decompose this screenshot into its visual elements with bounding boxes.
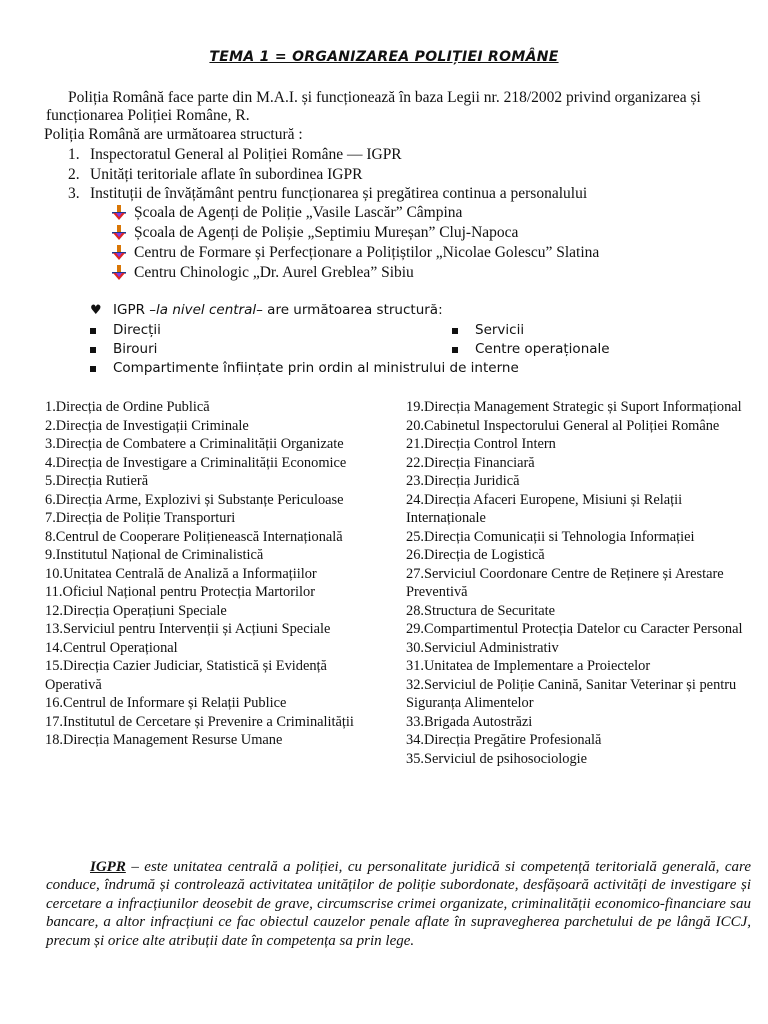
bullet-text: Servicii <box>475 322 525 338</box>
direction-item: 5.Direcția Rutieră <box>45 473 149 489</box>
direction-item: 28.Structura de Securitate <box>406 602 556 619</box>
direction-item: 32.Serviciul de Poliție Canină, Sanitar Veterinar și pentru Siguranța Alimentelor <box>406 676 737 711</box>
arrow-down-bullet-icon <box>112 205 126 221</box>
direction-item: 20.Cabinetul Inspectorului General al Poliției Române <box>406 417 720 434</box>
square-bullet-icon <box>452 347 458 353</box>
direction-item: 34.Direcția Pregătire Profesională <box>406 732 602 748</box>
school-text: Școala de Agenți de Poliție „Vasile Lascăr” Câmpina <box>134 204 463 221</box>
bullet-text: Birouri <box>113 341 158 357</box>
direction-item: 2.Direcția de Investigații Criminale <box>45 417 249 434</box>
item-number: 2. <box>68 165 80 183</box>
direction-item: 17.Institutul de Cercetare și Prevenire a Criminalității <box>45 713 354 730</box>
arrow-down-bullet-icon <box>112 245 126 261</box>
directions-column-right <box>406 398 752 768</box>
bullet-text: Compartimente înființate prin ordin al ministrului de interne <box>113 360 519 376</box>
item-text: Instituții de învățământ pentru funcționarea și pregătirea continua a personalului <box>90 185 588 202</box>
direction-item: 1.Direcția de Ordine Publică <box>45 399 210 415</box>
item-number: 3. <box>68 185 80 202</box>
school-item <box>112 203 599 223</box>
direction-item: 31.Unitatea de Implementare a Proiectelor <box>406 658 651 674</box>
igpr-suffix: – are următoarea structură: <box>256 302 443 318</box>
school-text: Centru Chinologic „Dr. Aurel Greblea” Sibiu <box>134 264 414 281</box>
structure-item <box>68 184 587 204</box>
directions-column-left <box>45 398 365 750</box>
direction-item: 25.Direcția Comunicații si Tehnologia Informației <box>406 528 695 545</box>
direction-item: 22.Direcția Financiară <box>406 454 535 471</box>
bullet-item <box>452 321 610 340</box>
arrow-down-bullet-icon <box>112 265 126 281</box>
item-text: Inspectoratul General al Poliției Române — IGPR <box>90 146 402 163</box>
school-item <box>112 243 599 263</box>
direction-item: 4.Direcția de Investigare a Criminalității Economice <box>45 454 347 471</box>
structure-list <box>68 145 587 204</box>
direction-item: 26.Direcția de Logistică <box>406 547 545 563</box>
direction-item: 21.Direcția Control Intern <box>406 436 556 452</box>
square-bullet-icon <box>90 347 96 353</box>
direction-item: 16.Centrul de Informare și Relații Publice <box>45 695 287 711</box>
structure-item <box>68 145 587 165</box>
bullet-text: Centre operaționale <box>475 341 610 357</box>
igpr-definition-paragraph <box>46 858 751 950</box>
square-bullet-icon <box>90 328 96 334</box>
direction-item: 13.Serviciul pentru Intervenții și Acțiuni Speciale <box>45 621 331 637</box>
schools-list <box>112 203 599 283</box>
direction-item: 7.Direcția de Poliție Transporturi <box>45 510 236 526</box>
igpr-central-structure <box>90 302 443 318</box>
square-bullet-icon <box>90 366 96 372</box>
direction-item: 11.Oficiul Național pentru Protecția Martorilor <box>45 584 316 600</box>
igpr-keyword: IGPR <box>90 859 126 875</box>
direction-item: 23.Direcția Juridică <box>406 473 520 489</box>
direction-item: 8.Centrul de Cooperare Polițienească Internațională <box>45 528 343 545</box>
school-text: Centru de Formare și Perfecționare a Polițiștilor „Nicolae Golescu” Slatina <box>134 244 600 261</box>
bullet-list-right <box>452 321 610 359</box>
bullet-item <box>452 340 610 359</box>
school-item <box>112 223 599 243</box>
direction-item: 19.Direcția Management Strategic și Suport Informațional <box>406 399 742 415</box>
item-number: 1. <box>68 146 80 163</box>
igpr-italic: la nivel central <box>156 302 257 318</box>
item-text: Unități teritoriale aflate în subordinea IGPR <box>90 165 363 183</box>
direction-item: 12.Direcția Operațiuni Speciale <box>45 602 227 619</box>
direction-item: 33.Brigada Autostrăzi <box>406 713 533 730</box>
direction-item: 15.Direcția Cazier Judiciar, Statistică și Evidență Operativă <box>45 658 327 693</box>
structure-item <box>68 165 587 185</box>
arrow-down-bullet-icon <box>112 225 126 241</box>
square-bullet-icon <box>452 328 458 334</box>
igpr-definition-text: – este unitatea centrală a poliției, cu personalitate juridică si competență teritorială generală, care conduce, îndrumă și controlează activitatea unităților de poliție subordonate, desfășoară activități de investigare și cercetare a infracțiunilor deosebit de grave, circumscrise crimei organizate, criminalității economico-financiare sau bancare, a altor infracțiuni ce fac obiectul cauzelor penale aflate în supravegherea parchetului de pe lângă ICCJ, precum și orice alte atribuții date în competența sa prin lege. <box>46 859 751 949</box>
direction-item: 10.Unitatea Centrală de Analiză a Informațiilor <box>45 565 317 582</box>
intro-paragraph: Poliția Română face parte din M.A.I. și funcționează în baza Legii nr. 218/2002 privind organizarea și funcționarea Poliției Române, R. <box>46 89 701 124</box>
bullet-item <box>90 359 519 378</box>
direction-item: 30.Serviciul Administrativ <box>406 639 559 656</box>
igpr-prefix: IGPR – <box>113 302 157 318</box>
bullet-text: Direcții <box>113 322 161 338</box>
page-title: TEMA 1 = ORGANIZAREA POLIȚIEI ROMÂNE <box>209 49 559 65</box>
direction-item: 29.Compartimentul Protecția Datelor cu Caracter Personal <box>406 621 743 637</box>
direction-item: 18.Direcția Management Resurse Umane <box>45 732 283 748</box>
direction-item: 14.Centrul Operațional <box>45 639 178 656</box>
school-text: Școala de Agenți de Polișie „Septimiu Mureșan” Cluj-Napoca <box>134 224 519 241</box>
structure-heading: Poliția Română are următoarea structură : <box>44 126 303 143</box>
direction-item: 6.Direcția Arme, Explozivi și Substanțe Periculoase <box>45 491 344 508</box>
direction-item: 3.Direcția de Combatere a Criminalității Organizate <box>45 436 344 452</box>
direction-item: 9.Institutul Național de Criminalistică <box>45 547 264 563</box>
direction-item: 35.Serviciul de psihosociologie <box>406 750 588 767</box>
direction-item: 27.Serviciul Coordonare Centre de Reținere și Arestare Preventivă <box>406 565 724 600</box>
school-item <box>112 263 599 283</box>
heart-bullet-icon: ♥ <box>90 302 102 318</box>
direction-item: 24.Direcția Afaceri Europene, Misiuni și Relații Internaționale <box>406 491 683 526</box>
